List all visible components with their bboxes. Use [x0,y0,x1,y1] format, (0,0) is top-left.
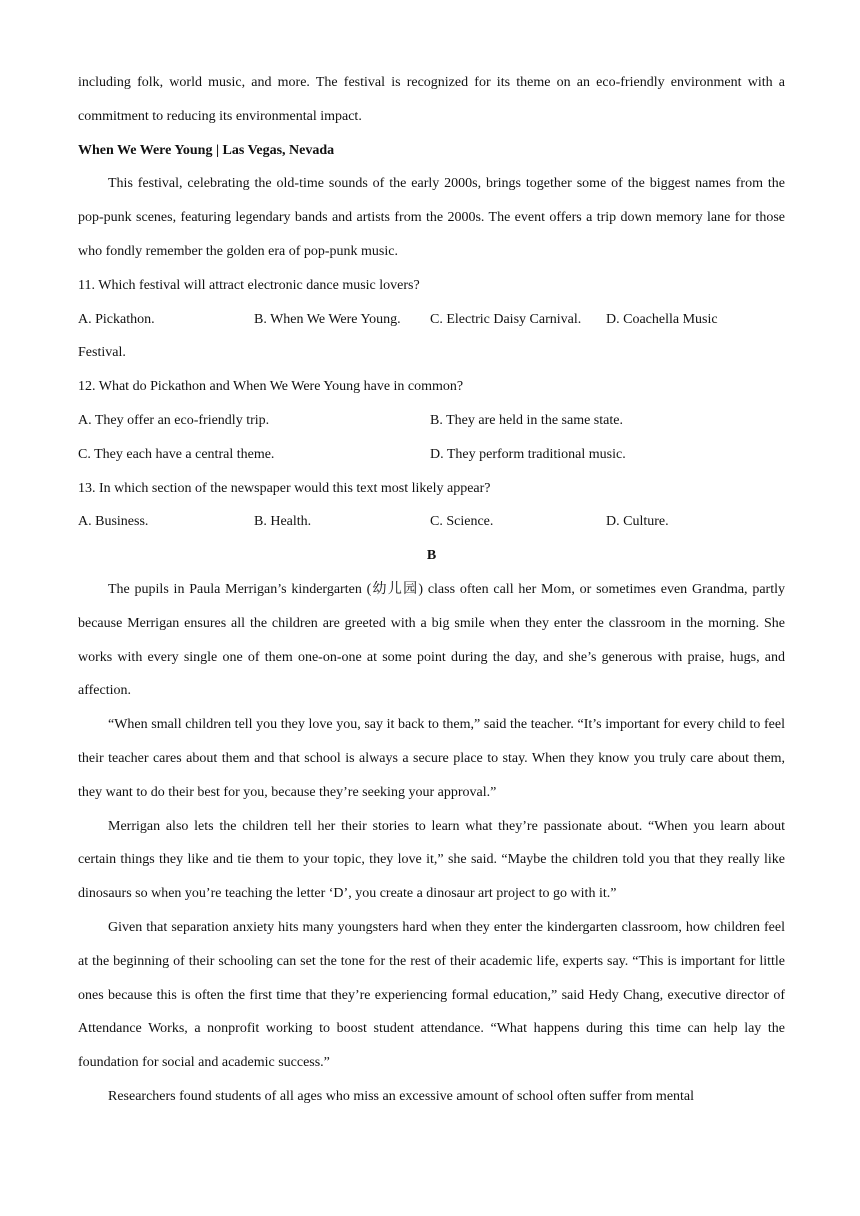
passage-b-paragraph-2: “When small children tell you they love you, say it back to them,” said the teacher. “It’s important for every child to feel their teacher cares about them and that school is always a secure place to stay. When they know you truly care about them, they want to do their best for you, because they’re seeking your approval.” [78,717,785,800]
question-13-stem: 13. In which section of the newspaper would this text most likely appear? [78,480,491,496]
question-12-options-row2 [78,438,785,472]
question-12-stem: 12. What do Pickathon and When We Were Young have in common? [78,379,464,395]
question-13-options [78,505,785,539]
festival-heading: When We Were Young | Las Vegas, Nevada [78,142,335,158]
q11-option-c: C. Electric Daisy Carnival. [430,311,582,327]
passage-b-paragraph-4: Given that separation anxiety hits many youngsters hard when they enter the kindergarten classroom, how children feel at the beginning of their schooling can set the tone for the rest of their academic life, experts say. “This is important for little ones because this is often the first time that they’re experiencing formal education,” said Hedy Chang, executive director of Attendance Works, a nonprofit working to boost student attendance. “What happens during this time can help lay the foundation for social and academic success.” [78,919,785,1071]
question-11-stem: 11. Which festival will attract electronic dance music lovers? [78,277,420,293]
q12-option-a: A. They offer an eco-friendly trip. [78,412,270,428]
passage-b-paragraph-3: Merrigan also lets the children tell her their stories to learn what they’re passionate about. “When you learn about certain things they like and tie them to your topic, they love it,” she said. “Maybe the children told you that they really like dinosaurs so when you’re teaching the letter ‘D’, you create a dinosaur art project to go with it.” [78,818,785,902]
passage-b-paragraph-5: Researchers found students of all ages who miss an excessive amount of school often suffer from mental [108,1088,695,1104]
q13-option-a: A. Business. [78,514,149,530]
q12-option-b: B. They are held in the same state. [430,412,623,428]
passage-b-heading: B [426,548,437,564]
festival-description: This festival, celebrating the old-time sounds of the early 2000s, brings together some of the biggest names from the pop-punk scenes, featuring legendary bands and artists from the 2000s. The event offers a trip down memory lane for those who fondly remember the golden era of pop-punk music. [78,176,785,259]
document-page [78,66,785,1114]
q11-option-d: D. Coachella Music [606,311,718,327]
q12-option-c: C. They each have a central theme. [78,446,275,462]
q11-option-d-wrap: Festival. [78,345,126,361]
q11-option-a: A. Pickathon. [78,311,155,327]
q13-option-d: D. Culture. [606,514,669,530]
q13-option-b: B. Health. [254,514,312,530]
passage-a-continuation: including folk, world music, and more. The festival is recognized for its theme on an eco-friendly environment with a commitment to reducing its environmental impact. [78,75,785,124]
q13-option-c: C. Science. [430,514,494,530]
question-11-options [78,303,785,337]
q11-option-b: B. When We Were Young. [254,311,401,327]
question-12-options-row1 [78,404,785,438]
q12-option-d: D. They perform traditional music. [430,446,626,462]
passage-b-paragraph-1: The pupils in Paula Merrigan’s kindergarten (幼儿园) class often call her Mom, or sometimes even Grandma, partly because Merrigan ensures all the children are greeted with a big smile when they enter the classroom in the morning. She works with every single one of them one-on-one at some point during the day, and she’s generous with praise, hugs, and affection. [78,581,785,699]
